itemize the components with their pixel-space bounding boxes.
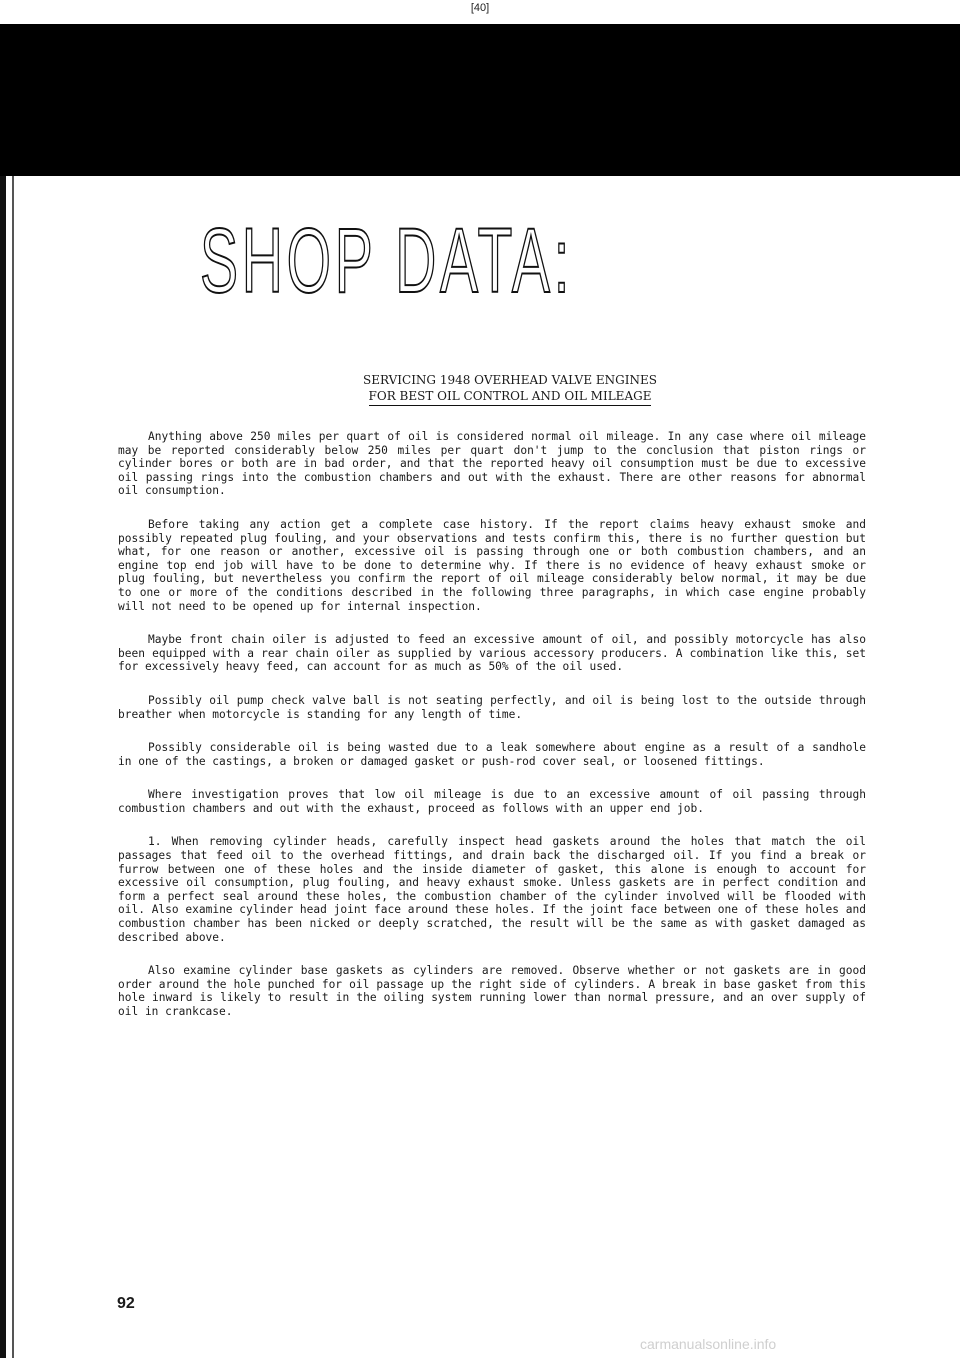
section-header-line-1: SERVICING 1948 OVERHEAD VALVE ENGINES — [363, 373, 657, 387]
paragraph-1: Anything above 250 miles per quart of oil is considered normal oil mileage. In any case where oil mileage may be reported considerably below 250 miles per quart don't jump to the conclusion that piston rings or cylinder bores or both are in bad order, and that the reported heavy oil consumption must be due to excessive oil passing rings into the combustion chambers and out with the exhaust. There are other reasons for abnormal oil consumption. — [118, 430, 866, 498]
paragraph-8: Also examine cylinder base gaskets as cylinders are removed. Observe whether or not gaskets are in good order around the hole punched for oil passage up the right side of cylinders. A break in base gasket from this hole inward is likely to result in the oiling system running lower than normal pressure, and an over supply of oil in crankcase. — [118, 964, 866, 1018]
paragraph-7: 1. When removing cylinder heads, carefully inspect head gaskets around the holes that match the oil passages that feed oil to the overhead fittings, and drain back the discharged oil. If you find a break or furrow between one of these holes and the inside diameter of gasket, this alone is enough to account for excessive oil consumption, plug fouling, and heavy exhaust smoke. Unless gaskets are in perfect condition and form a perfect seal around these holes, the combustion chamber of the cylinder involved will be flooded with oil. Also examine cylinder head joint face around these holes. If the joint face between one of these holes and combustion chamber has been nicked or deeply scratched, the result will be the same as with gasket damaged as described above. — [118, 835, 866, 944]
footer-watermark: carmanualsonline.info — [640, 1336, 777, 1352]
page-left-rule — [12, 176, 14, 1358]
paragraph-3: Maybe front chain oiler is adjusted to feed an excessive amount of oil, and possibly motorcycle has also been equipped with a rear chain oiler as supplied by various accessory producers. A combination like this, set for excessively heavy feed, can account for as much as 50% of the oil used. — [118, 633, 866, 674]
page-label: [40] — [470, 2, 490, 14]
page-title: SHOP DATA: — [200, 210, 574, 312]
page-left-edge — [0, 176, 6, 1358]
section-header-line-2: FOR BEST OIL CONTROL AND OIL MILEAGE — [369, 388, 652, 406]
paragraph-2: Before taking any action get a complete case history. If the report claims heavy exhaust smoke and possibly repeated plug fouling, and your observations and tests confirm this, there is no further question but what, for one reason or another, excessive oil is passing through one or both combustion chambers, and an engine top end job will have to be done to determine why. If there is no evidence of heavy exhaust smoke or plug fouling, but nevertheless you confirm the report of oil mileage considerably below normal, it may be due to one or more of the conditions described in the following three paragraphs, in which case engine probably will not need to be opened up for internal inspection. — [118, 517, 866, 613]
section-header — [320, 372, 700, 406]
page-number: 92 — [117, 1295, 135, 1312]
paragraph-5: Possibly considerable oil is being wasted due to a leak somewhere about engine as a result of a sandhole in one of the castings, a broken or damaged gasket or push-rod cover seal, or loosened fittings. — [118, 741, 866, 768]
header-black-band — [0, 24, 960, 176]
paragraph-4: Possibly oil pump check valve ball is not seating perfectly, and oil is being lost to the outside through breather when motorcycle is standing for any length of time. — [118, 693, 866, 721]
paragraph-6: Where investigation proves that low oil mileage is due to an excessive amount of oil passing through combustion chambers and out with the exhaust, proceed as follows with an upper end job. — [118, 788, 866, 815]
body-text — [118, 430, 866, 1039]
